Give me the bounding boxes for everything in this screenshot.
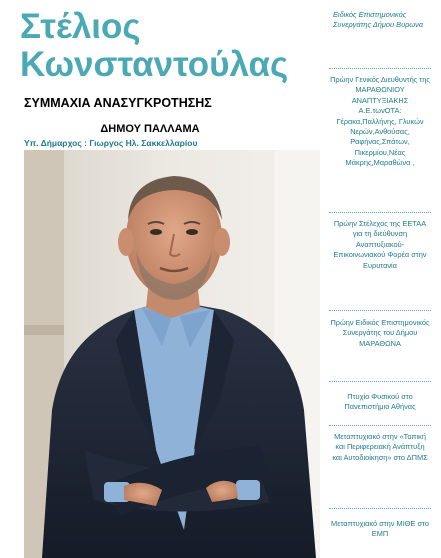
- sidebar-divider: [329, 310, 431, 311]
- credential-physics-degree: Πτυχίο Φυσικού στο Πανεπιστήμιο Αθήνας: [344, 392, 416, 412]
- sidebar-divider: [329, 68, 431, 69]
- sidebar-divider: [329, 425, 431, 426]
- portrait-photo: [24, 150, 320, 558]
- first-name: Στέλιος: [20, 7, 141, 46]
- sidebar-divider: [329, 508, 431, 509]
- credential-current-role: Ειδικός Επιστημονικός Συνεργάτης Δήμου Βυρωνα: [333, 10, 424, 30]
- sidebar-divider: [329, 381, 431, 382]
- sidebar-credentials: [325, 0, 441, 558]
- party-name: ΣΥΜΜΑΧΙΑ ΑΝΑΣΥΓΚΡΟΤΗΣΗΣ: [24, 96, 212, 110]
- sidebar-divider: [329, 212, 431, 213]
- portrait-illustration: [24, 150, 320, 558]
- municipality-name: ΔΗΜΟΥ ΠΑΛΛΑΜΑ: [100, 123, 200, 135]
- credential-masters-ntua: Μεταπτυχιακό στην ΜΙΘΕ στο ΕΜΠ: [331, 519, 429, 539]
- deputy-mayor-candidate: Υπ. Δήμαρχος : Γιωργος Ηλ. Σακκελλαρίου: [24, 138, 198, 148]
- credential-marathon-advisor: Πρώην Ειδικός Επιστημονικός Συνεργάτης του Δήμου ΜΑΡΑΘΩΝΑ: [330, 318, 430, 348]
- last-name: Κωνσταντούλας: [20, 45, 289, 84]
- credential-masters-local-development: Μεταπτυχιακό στην «Τοπική και Περιφερειακή Ανάπτυξη και Αυτοδιοίκηση» στο ΔΠΜΣ: [332, 432, 428, 462]
- credential-eetaa: Πρώην Στέλεχος της ΕΕΤΑΑ για τη διεύθυνση Αναπτυξιακού-Επικοινωνιακού Φορέα στην Ευρυτανία: [333, 219, 427, 270]
- credential-marathon-development: Πρώην Γενικός Διευθυντής της ΜΑΡΑΘΩΝΙΟΥ ΑΝΑΠΤΥΞΙΑΚΗΣ Α.Ε.τωνΟΤΑ: Γέρακα,Παλλήνης, Γλυκών Νερών,Ανθούσας, Ραφήνας,Σπάτων, Πικερμίου,Νέας Μάκρης,Μαραθώνα ,: [330, 75, 430, 168]
